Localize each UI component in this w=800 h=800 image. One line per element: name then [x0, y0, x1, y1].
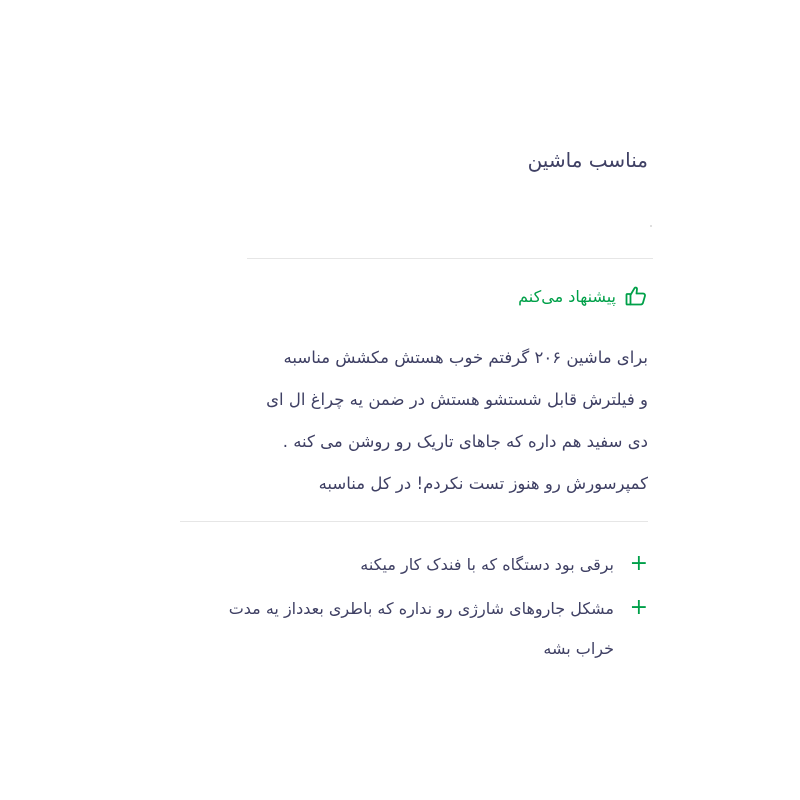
review-body-line: دی سفید هم داره که جاهای تاریک رو روشن می کنه . [282, 432, 648, 451]
pro-text [168, 589, 614, 669]
recommendation-badge [518, 284, 648, 308]
plus-icon: + [629, 595, 648, 620]
thumbs-up-icon [624, 284, 648, 308]
recommendation-label: پیشنهاد می‌کنم [518, 286, 616, 306]
pro-text [168, 545, 614, 585]
pros-list [168, 545, 648, 673]
review-title: مناسب ماشین [527, 148, 648, 172]
review-body-line: برای ماشین ۲۰۶ گرفتم خوب هستش مکشش مناسبه [283, 348, 648, 367]
review-body [178, 337, 648, 505]
divider-dot [650, 225, 652, 227]
divider [247, 258, 653, 259]
review-body-line: کمپرسورش رو هنوز تست نکردم! در کل مناسبه [318, 474, 648, 493]
plus-icon: + [629, 551, 648, 576]
pro-text-line: برقی بود دستگاه که با فندک کار میکنه [360, 555, 614, 574]
pro-item [168, 545, 648, 585]
pro-text-line: مشکل جاروهای شارژی رو نداره که باطری بعدداز یه مدت [228, 599, 614, 618]
review-body-line: و فیلترش قابل شستشو هستش در ضمن یه چراغ ال ای [266, 390, 648, 409]
pro-text-line: خراب بشه [543, 639, 614, 658]
divider [180, 521, 648, 522]
pro-item [168, 589, 648, 669]
